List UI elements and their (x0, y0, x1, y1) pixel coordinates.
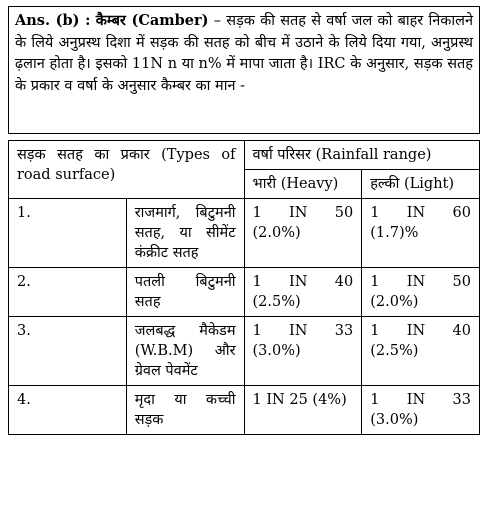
row-light: 1 IN 40 (2.5%) (362, 317, 480, 386)
row-surface: पतली बिटुमनी सतह (126, 268, 244, 317)
row-heavy: 1 IN 25 (4%) (244, 386, 362, 435)
header-rainfall: वर्षा परिसर (Rainfall range) (244, 141, 480, 170)
row-surface: राजमार्ग, बिटुमनी सतह, या सीमेंट कंक्रीट सतह (126, 199, 244, 268)
table-row (9, 386, 480, 435)
row-number: 1. (9, 199, 127, 268)
row-light: 1 IN 50 (2.0%) (362, 268, 480, 317)
answer-label: Ans. (b) : (15, 12, 91, 29)
row-light: 1 IN 60 (1.7)% (362, 199, 480, 268)
camber-table (8, 140, 480, 435)
row-surface: जलबद्ध मैकेडम (W.B.M) और ग्रेवल पेवमेंट (126, 317, 244, 386)
table-row (9, 317, 480, 386)
row-light: 1 IN 33 (3.0%) (362, 386, 480, 435)
header-light: हल्की (Light) (362, 170, 480, 199)
header-heavy: भारी (Heavy) (244, 170, 362, 199)
row-number: 2. (9, 268, 127, 317)
table-header-row (9, 141, 480, 170)
row-heavy: 1 IN 50 (2.0%) (244, 199, 362, 268)
header-surface: सड़क सतह का प्रकार (Types of road surface) (9, 141, 245, 199)
answer-box (8, 6, 480, 134)
table-row (9, 199, 480, 268)
row-heavy: 1 IN 40 (2.5%) (244, 268, 362, 317)
row-number: 3. (9, 317, 127, 386)
row-surface: मृदा या कच्ची सड़क (126, 386, 244, 435)
answer-term: कैम्बर (Camber) (95, 12, 209, 29)
answer-text: – सड़क की सतह से वर्षा जल को बाहर निकालने के लिये अनुप्रस्थ दिशा में सड़क की सतह को बीच में उठाने के लिये दिया गया, अनुप्रस्थ ढ़लान होता है। इसको 11N n या n% में मापा जाता है। IRC के अनुसार, सड़क सतह के प्रकार व वर्षा के अनुसार कैम्बर का मान - (15, 13, 474, 94)
table-row (9, 268, 480, 317)
row-number: 4. (9, 386, 127, 435)
row-heavy: 1 IN 33 (3.0%) (244, 317, 362, 386)
